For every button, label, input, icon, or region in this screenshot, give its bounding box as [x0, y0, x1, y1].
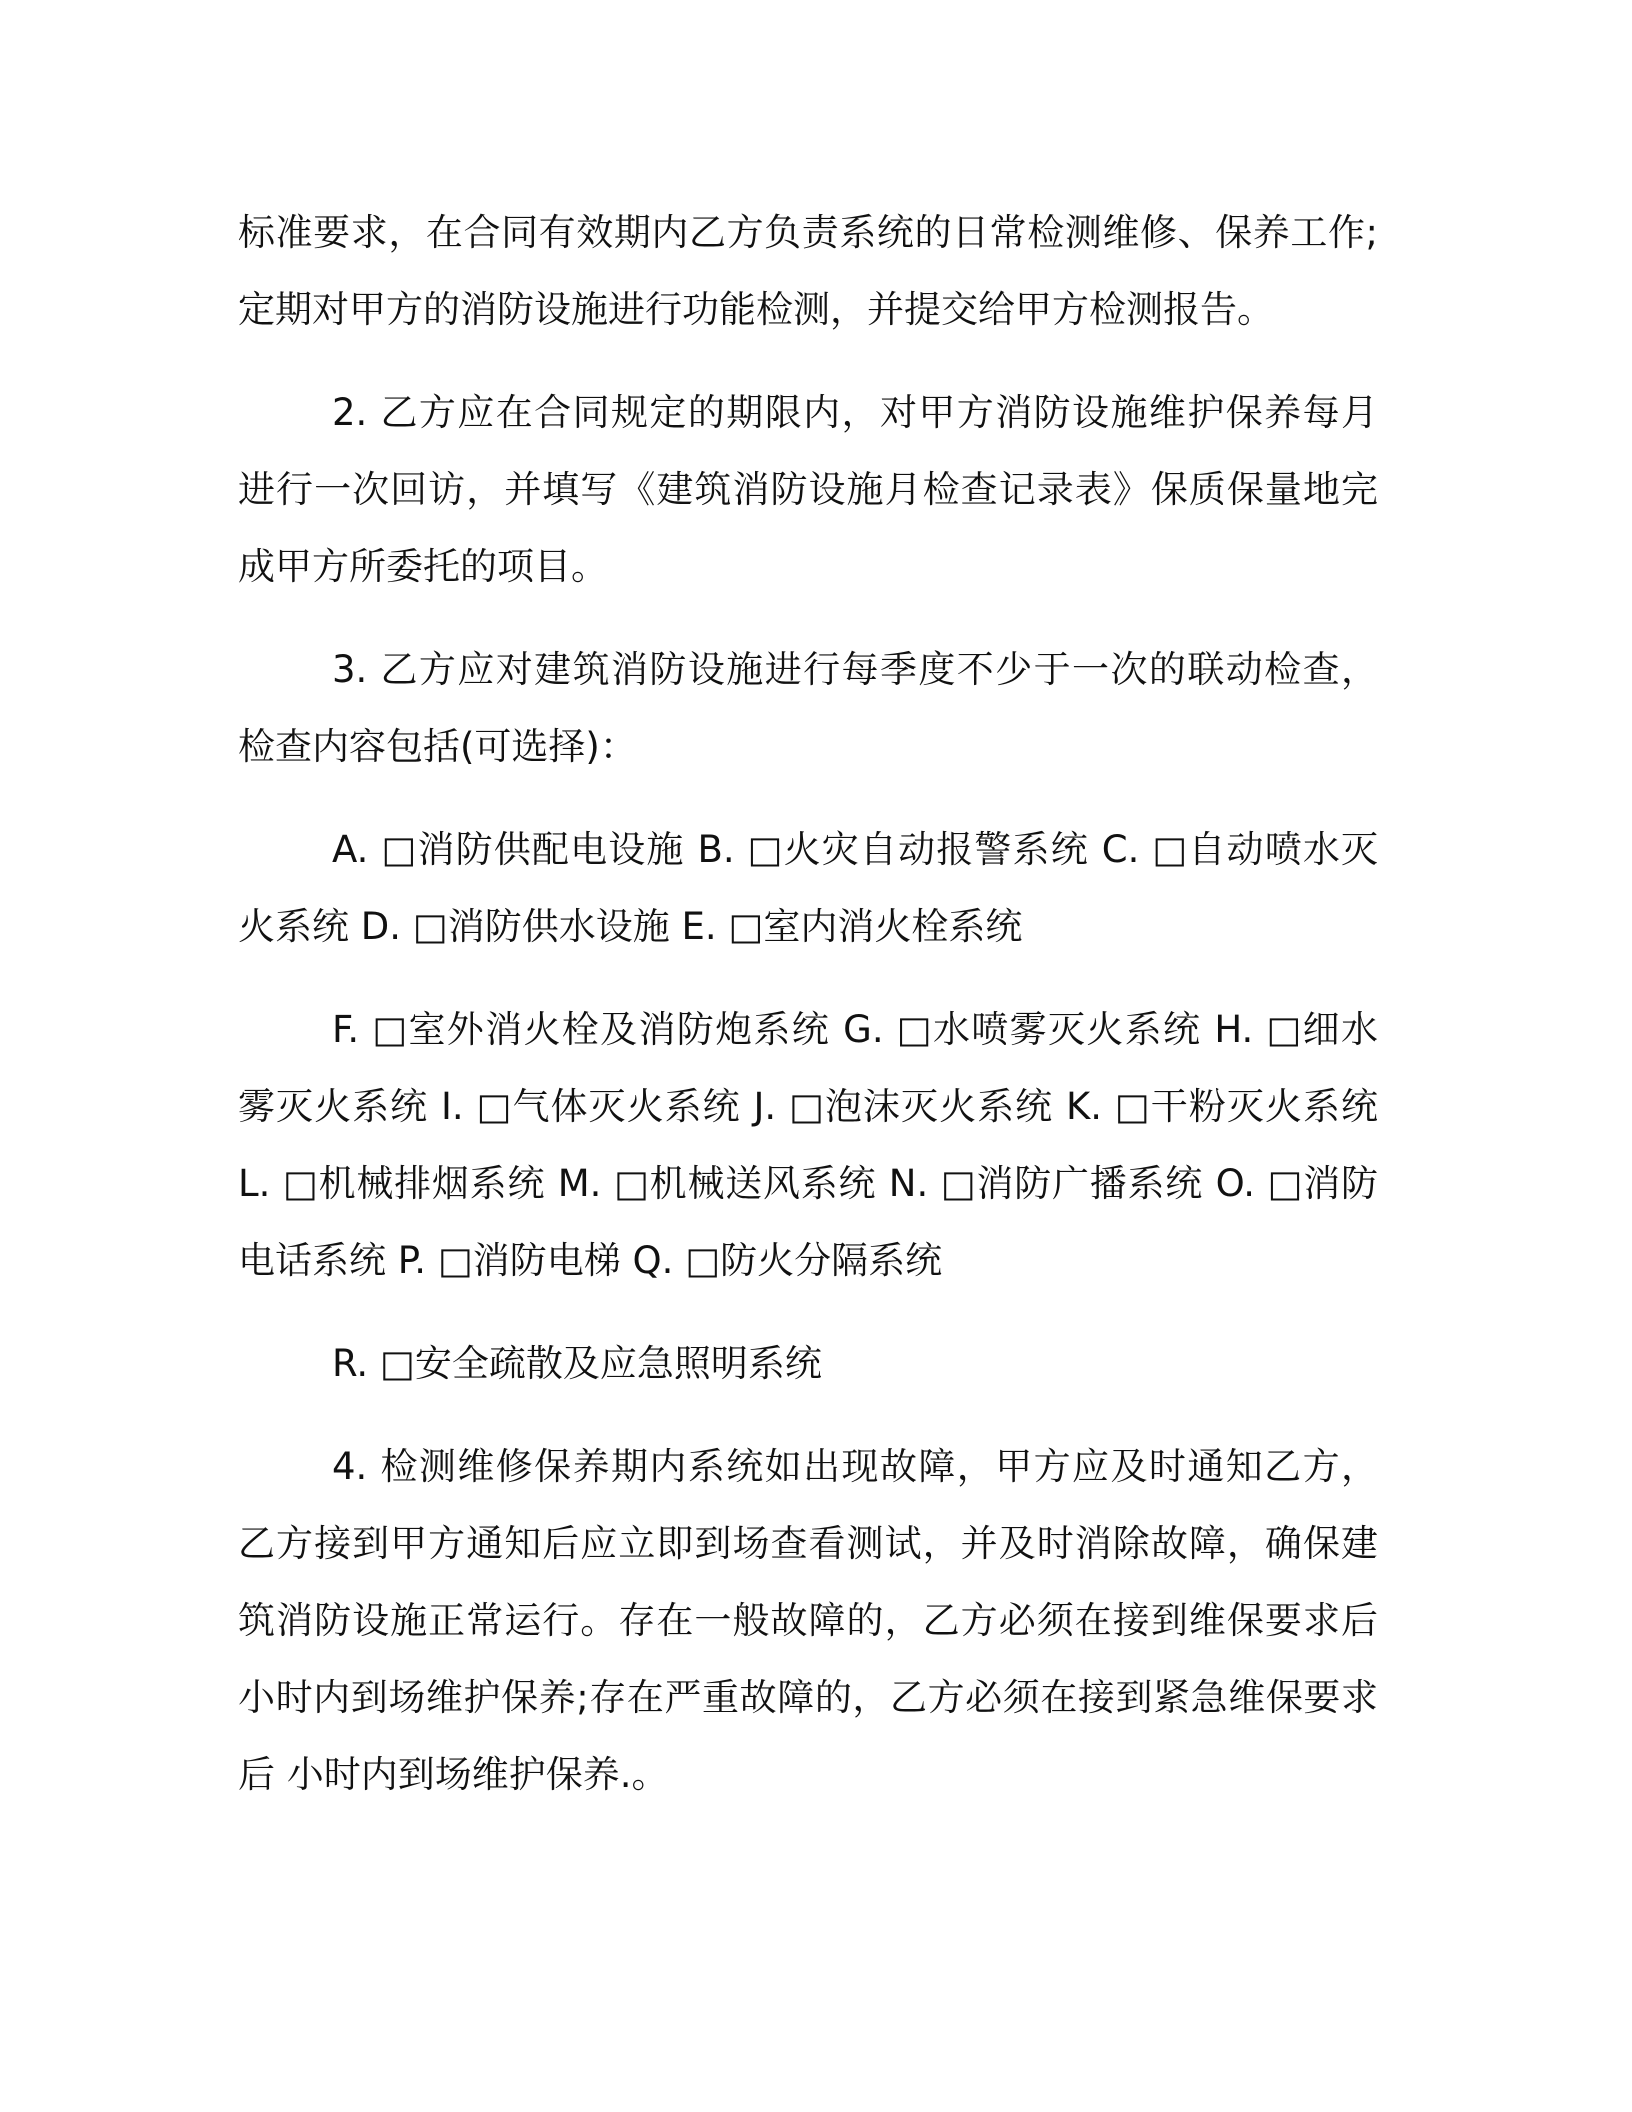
paragraph-options-f-q: F. □室外消火栓及消防炮系统 G. □水喷雾灭火系统 H. □细水雾灭火系统 I. □气体灭火系统 J. □泡沫灭火系统 K. □干粉灭火系统 L. □机械排烟系统 M. □机械送风系统 N. □消防广播系统 O. □消防电话系统 P. □消防电梯 Q. □防火分隔系统	[238, 1008, 1379, 1282]
paragraph-options-a-e: A. □消防供配电设施 B. □火灾自动报警系统 C. □自动喷水灭火系统 D. □消防供水设施 E. □室内消火栓系统	[238, 828, 1378, 948]
paragraph-option-r: R. □安全疏散及应急照明系统	[332, 1342, 822, 1385]
document-body	[238, 194, 1378, 1839]
paragraph-standard-requirements: 标准要求，在合同有效期内乙方负责系统的日常检测维修、保养工作;定期对甲方的消防设施进行功能检测，并提交给甲方检测报告。	[238, 211, 1378, 331]
paragraph-quarterly-inspection: 3. 乙方应对建筑消防设施进行每季度不少于一次的联动检查，检查内容包括(可选择)：	[238, 648, 1378, 768]
paragraph-monthly-visit: 2. 乙方应在合同规定的期限内，对甲方消防设施维护保养每月进行一次回访，并填写《建筑消防设施月检查记录表》保质保量地完成甲方所委托的项目。	[238, 391, 1378, 588]
paragraph-fault-response: 4. 检测维修保养期内系统如出现故障，甲方应及时通知乙方，乙方接到甲方通知后应立即到场查看测试，并及时消除故障，确保建筑消防设施正常运行。存在一般故障的，乙方必须在接到维保要求后 小时内到场维护保养;存在严重故障的，乙方必须在接到紧急维保要求后 小时内到场维护保养.。	[238, 1445, 1378, 1796]
